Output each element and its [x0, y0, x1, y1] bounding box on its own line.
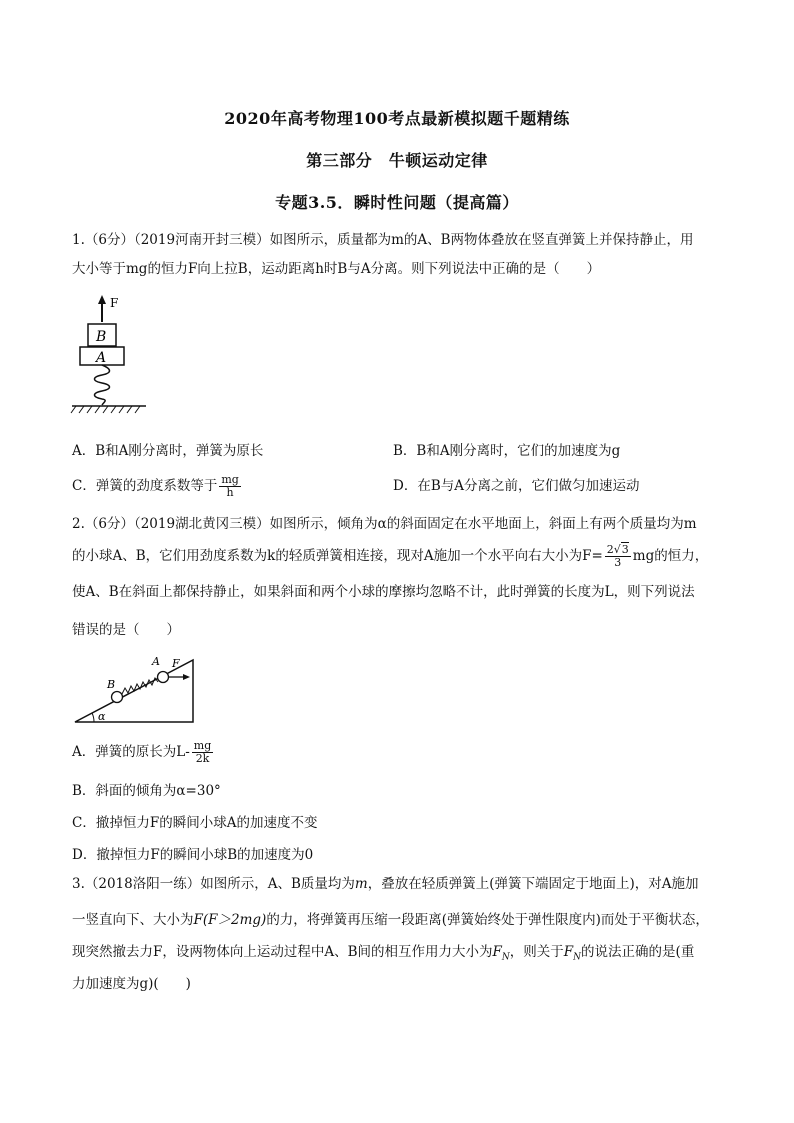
q3-stem-line2: 一竖直向下、大小为F(F＞2mg)的力，将弹簧再压缩一段距离(弹簧始终处于弹性限度内)而处于平衡状态，: [72, 912, 709, 928]
q2-option-b: B．斜面的倾角为α=30°: [72, 783, 221, 799]
force-arrow-head: [98, 295, 106, 304]
block-b-label: B: [96, 329, 107, 345]
q1-figure: [68, 292, 148, 420]
force-label: F: [110, 296, 119, 310]
q2-stem-line3: 使A、B在斜面上都保持静止，如果斜面和两个小球的摩擦均忽略不计，此时弹簧的长度为L，则下列说法: [72, 584, 695, 600]
q3-stem-line4: 力加速度为g)( ): [72, 976, 191, 992]
angle-arc: [92, 713, 94, 722]
block-a-label: A: [96, 350, 107, 366]
angle-label: α: [98, 710, 106, 723]
q2-option-d: D．撤掉恒力F的瞬间小球B的加速度为0: [72, 847, 314, 863]
spring: [95, 365, 110, 405]
force-arrow-head: [183, 674, 190, 680]
q2-figure: [72, 652, 222, 726]
q3-stem-line1: 3.（2018洛阳一练）如图所示，A、B质量均为m，叠放在轻质弹簧上(弹簧下端固定于地面上)，对A施加: [72, 876, 699, 892]
q1-option-d: D．在B与A分离之前，它们做匀加速运动: [393, 478, 640, 494]
ball-a-label: A: [152, 655, 160, 668]
force-label: F: [172, 657, 180, 670]
q2-force-fraction: $\frac{2√3}{3}$: [606, 543, 629, 569]
q1-stem-line1: 1.（6分）（2019河南开封三模）如图所示，质量都为m的A、B两物体叠放在竖直弹簧上并保持静止，用: [72, 232, 694, 248]
q1-option-b: B．B和A刚分离时，它们的加速度为g: [393, 443, 621, 459]
document-title: 2020年高考物理100考点最新模拟题千题精练: [224, 109, 570, 128]
ball-b: [112, 692, 123, 703]
topic-title: 专题3.5．瞬时性问题（提高篇）: [275, 193, 519, 212]
q2-stem-line4: 错误的是（ ）: [72, 622, 180, 638]
part-title: 第三部分 牛顿运动定律: [306, 151, 488, 170]
q1-option-c: [72, 474, 243, 499]
q1-option-c-text: C．弹簧的劲度系数等于: [72, 478, 218, 494]
q2-stem-line2: 的小球A、B，它们用劲度系数为k的轻质弹簧相连接，现对A施加一个水平向右大小为F= $\frac{2√3}{3}$ mg的恒力，: [72, 543, 709, 569]
q2-option-a: A．弹簧的原长为L- $\frac{mg}{2k}$: [72, 739, 212, 765]
q1-option-c-fraction: $\frac{mg}{h}$: [221, 473, 239, 499]
q3-stem-line3: 现突然撤去力F，设两物体向上运动过程中A、B间的相互作用力大小为$F_N$，则关于$F_N$的说法正确的是(重: [72, 944, 695, 963]
q2-stem-line1: 2.（6分）（2019湖北黄冈三模）如图所示，倾角为α的斜面固定在水平地面上，斜面上有两个质量均为m: [72, 516, 697, 532]
q2-option-c: C．撤掉恒力F的瞬间小球A的加速度不变: [72, 815, 318, 831]
ball-b-label: B: [107, 678, 116, 691]
q1-stem-line2: 大小等于mg的恒力F向上拉B，运动距离h时B与A分离。则下列说法中正确的是（ ）: [72, 261, 601, 277]
ground-hatch: [71, 406, 140, 413]
q1-option-a: A．B和A刚分离时，弹簧为原长: [72, 443, 264, 459]
q2-option-a-fraction: $\frac{mg}{2k}$: [193, 739, 212, 765]
ball-a: [158, 672, 169, 683]
